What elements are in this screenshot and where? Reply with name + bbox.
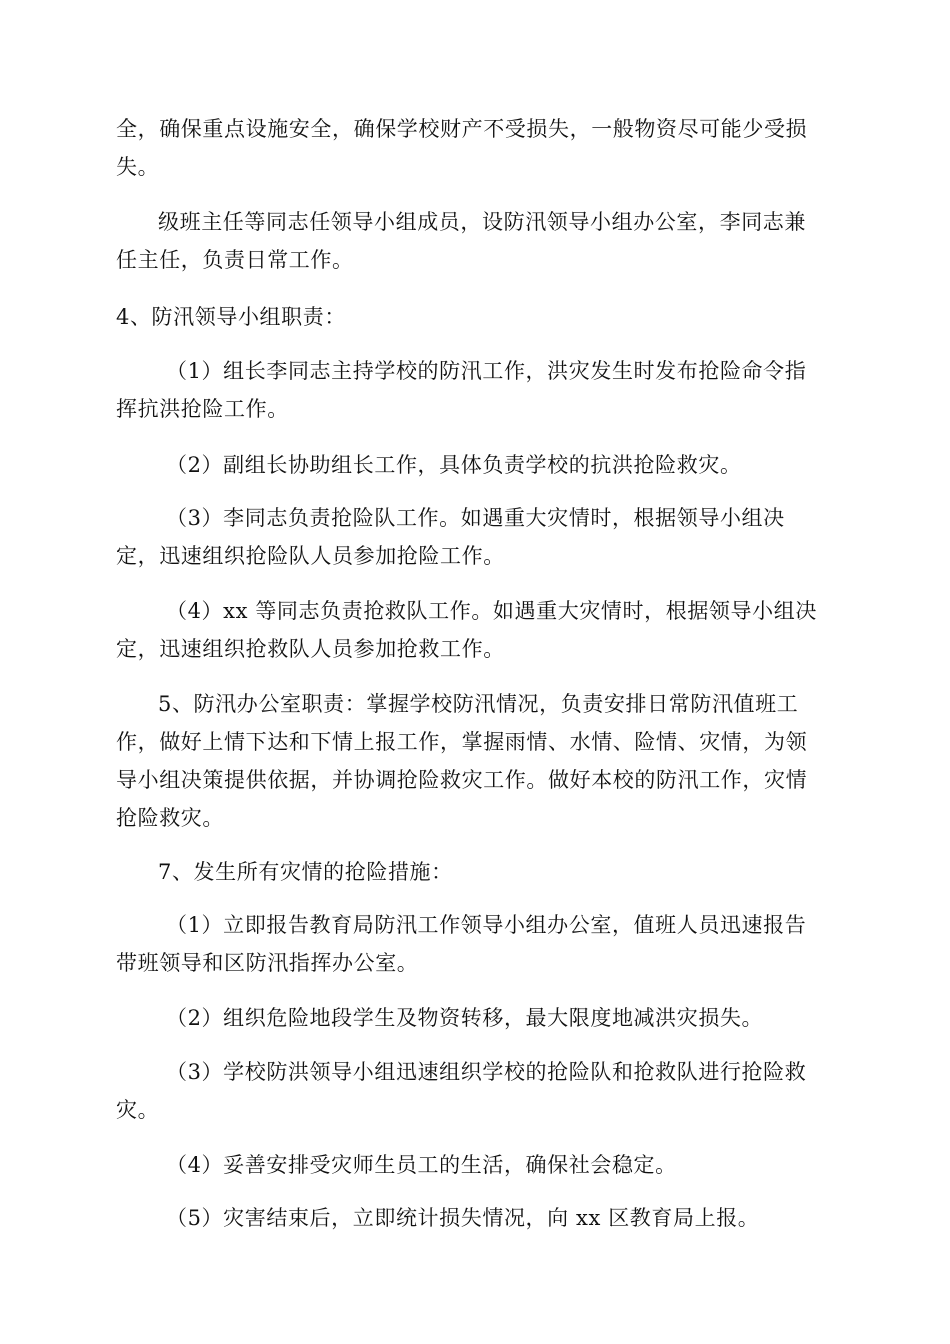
text-line: （2）副组长协助组长工作，具体负责学校的抗洪抢险救灾。 [166, 453, 742, 477]
text-line: 抢险救灾。 [116, 806, 224, 830]
text-line: 挥抗洪抢险工作。 [116, 397, 289, 421]
text-line: （2）组织危险地段学生及物资转移，最大限度地减洪灾损失。 [166, 1006, 764, 1030]
text-line: 5、防汛办公室职责：掌握学校防汛情况，负责安排日常防汛值班工 [158, 692, 799, 716]
text-line: 任主任，负责日常工作。 [116, 248, 354, 272]
text-line: 导小组决策提供依据，并协调抢险救灾工作。做好本校的防汛工作，灾情 [116, 768, 808, 792]
text-line: 7、发生所有灾情的抢险措施： [158, 860, 453, 884]
paragraph-7-2 [116, 999, 836, 1037]
text-line: 定，迅速组织抢救队人员参加抢救工作。 [116, 637, 505, 661]
paragraph-7-1 [116, 906, 836, 982]
text-line: 作，做好上情下达和下情上报工作，掌握雨情、水情、险情、灾情，为领 [116, 730, 808, 754]
paragraph-2 [116, 203, 836, 279]
text-line: （4）xx 等同志负责抢救队工作。如遇重大灾情时，根据领导小组决 [166, 599, 817, 623]
text-line: （3）李同志负责抢险队工作。如遇重大灾情时，根据领导小组决 [166, 506, 785, 530]
paragraph-1 [116, 110, 836, 186]
text-line: （3）学校防洪领导小组迅速组织学校的抢险队和抢救队进行抢险救 [166, 1060, 807, 1084]
paragraph-4-1 [116, 352, 836, 428]
text-line: （1）立即报告教育局防汛工作领导小组办公室，值班人员迅速报告 [166, 913, 807, 937]
paragraph-4-4 [116, 592, 836, 668]
paragraph-7-4 [116, 1146, 836, 1184]
text-line: 级班主任等同志任领导小组成员，设防汛领导小组办公室，李同志兼 [158, 210, 806, 234]
paragraph-4-2 [116, 446, 836, 484]
text-line: 灾。 [116, 1098, 160, 1122]
text-line: 带班领导和区防汛指挥办公室。 [116, 951, 419, 975]
section-heading-4 [116, 298, 836, 336]
paragraph-7-5 [116, 1199, 836, 1237]
paragraph-7-3 [116, 1053, 836, 1129]
paragraph-4-3 [116, 499, 836, 575]
text-line: 定，迅速组织抢险队人员参加抢险工作。 [116, 544, 505, 568]
text-line: （5）灾害结束后，立即统计损失情况，向 xx 区教育局上报。 [166, 1206, 760, 1230]
text-line: （1）组长李同志主持学校的防汛工作，洪灾发生时发布抢险命令指 [166, 359, 807, 383]
text-line: 失。 [116, 155, 160, 179]
section-heading-7 [116, 853, 836, 891]
text-line: （4）妥善安排受灾师生员工的生活，确保社会稳定。 [166, 1153, 677, 1177]
text-line: 全，确保重点设施安全，确保学校财产不受损失，一般物资尽可能少受损 [116, 117, 808, 141]
paragraph-5 [116, 685, 836, 837]
text-line: 4、防汛领导小组职责： [116, 305, 346, 329]
